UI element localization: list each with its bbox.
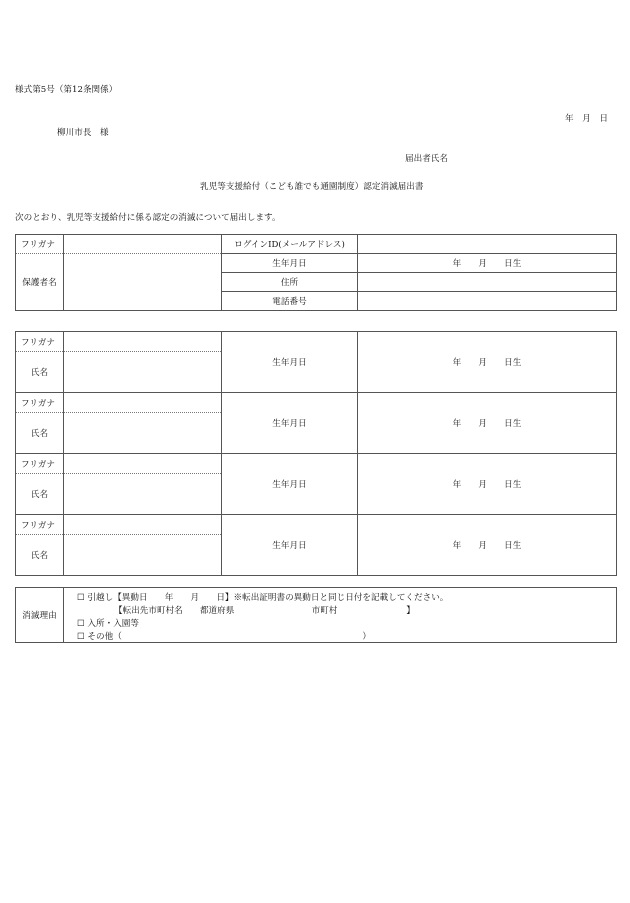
- guardian-table: [15, 234, 617, 311]
- guardian-birth-field[interactable]: 年 月 日生: [358, 254, 617, 273]
- child-name-label: 氏名: [16, 413, 64, 454]
- guardian-birth-label: 生年月日: [222, 254, 358, 273]
- child-furigana-label: フリガナ: [16, 454, 64, 474]
- phone-label: 電話番号: [222, 292, 358, 311]
- guardian-furigana-label: フリガナ: [16, 235, 64, 254]
- address-label: 住所: [222, 273, 358, 292]
- reason-table: [15, 587, 617, 643]
- child-name-field[interactable]: [64, 474, 222, 515]
- child-furigana-label: フリガナ: [16, 393, 64, 413]
- phone-field[interactable]: [358, 292, 617, 311]
- guardian-name-label: 保護者名: [16, 254, 64, 311]
- child-name-label: 氏名: [16, 535, 64, 576]
- date-line: 年 月 日: [565, 114, 608, 124]
- child-birth-field[interactable]: 年 月 日生: [358, 393, 617, 454]
- child-birth-field[interactable]: 年 月 日生: [358, 332, 617, 393]
- child-furigana-field[interactable]: [64, 393, 222, 413]
- reason-admission-option[interactable]: ☐ 入所・入園等: [77, 619, 139, 629]
- child-furigana-label: フリガナ: [16, 515, 64, 535]
- login-id-label: ログインID(メールアドレス): [222, 235, 358, 254]
- child-birth-label: 生年月日: [222, 515, 358, 576]
- child-birth-field[interactable]: 年 月 日生: [358, 515, 617, 576]
- child-name-field[interactable]: [64, 535, 222, 576]
- children-table: [15, 331, 617, 576]
- child-furigana-field[interactable]: [64, 454, 222, 474]
- child-birth-label: 生年月日: [222, 393, 358, 454]
- login-id-field[interactable]: [358, 235, 617, 254]
- child-birth-field[interactable]: 年 月 日生: [358, 454, 617, 515]
- child-name-field[interactable]: [64, 352, 222, 393]
- child-furigana-field[interactable]: [64, 515, 222, 535]
- intro-text: 次のとおり、乳児等支援給付に係る認定の消滅について届出します。: [15, 213, 281, 223]
- reason-destination-line: 【転出先市町村名 都道府県 市町村 】: [114, 606, 415, 616]
- document-title: 乳児等支援給付（こども誰でも通園制度）認定消滅届出書: [200, 182, 424, 192]
- address-field[interactable]: [358, 273, 617, 292]
- child-birth-label: 生年月日: [222, 454, 358, 515]
- child-birth-label: 生年月日: [222, 332, 358, 393]
- guardian-furigana-field[interactable]: [64, 235, 222, 254]
- guardian-name-field[interactable]: [64, 254, 222, 311]
- child-name-label: 氏名: [16, 474, 64, 515]
- form-number: 様式第5号（第12条関係）: [15, 85, 118, 95]
- child-name-field[interactable]: [64, 413, 222, 454]
- reason-options: [64, 588, 617, 643]
- reason-other-option[interactable]: ☐ その他（ ）: [77, 632, 372, 642]
- reason-label: 消滅理由: [16, 588, 64, 643]
- applicant-label: 届出者氏名: [405, 154, 448, 164]
- addressee: 柳川市長 様: [57, 128, 109, 138]
- child-furigana-field[interactable]: [64, 332, 222, 352]
- reason-moving-option[interactable]: ☐ 引越し【異動日 年 月 日】※転出証明書の異動日と同じ日付を記載してください。: [77, 593, 449, 603]
- child-furigana-label: フリガナ: [16, 332, 64, 352]
- child-name-label: 氏名: [16, 352, 64, 393]
